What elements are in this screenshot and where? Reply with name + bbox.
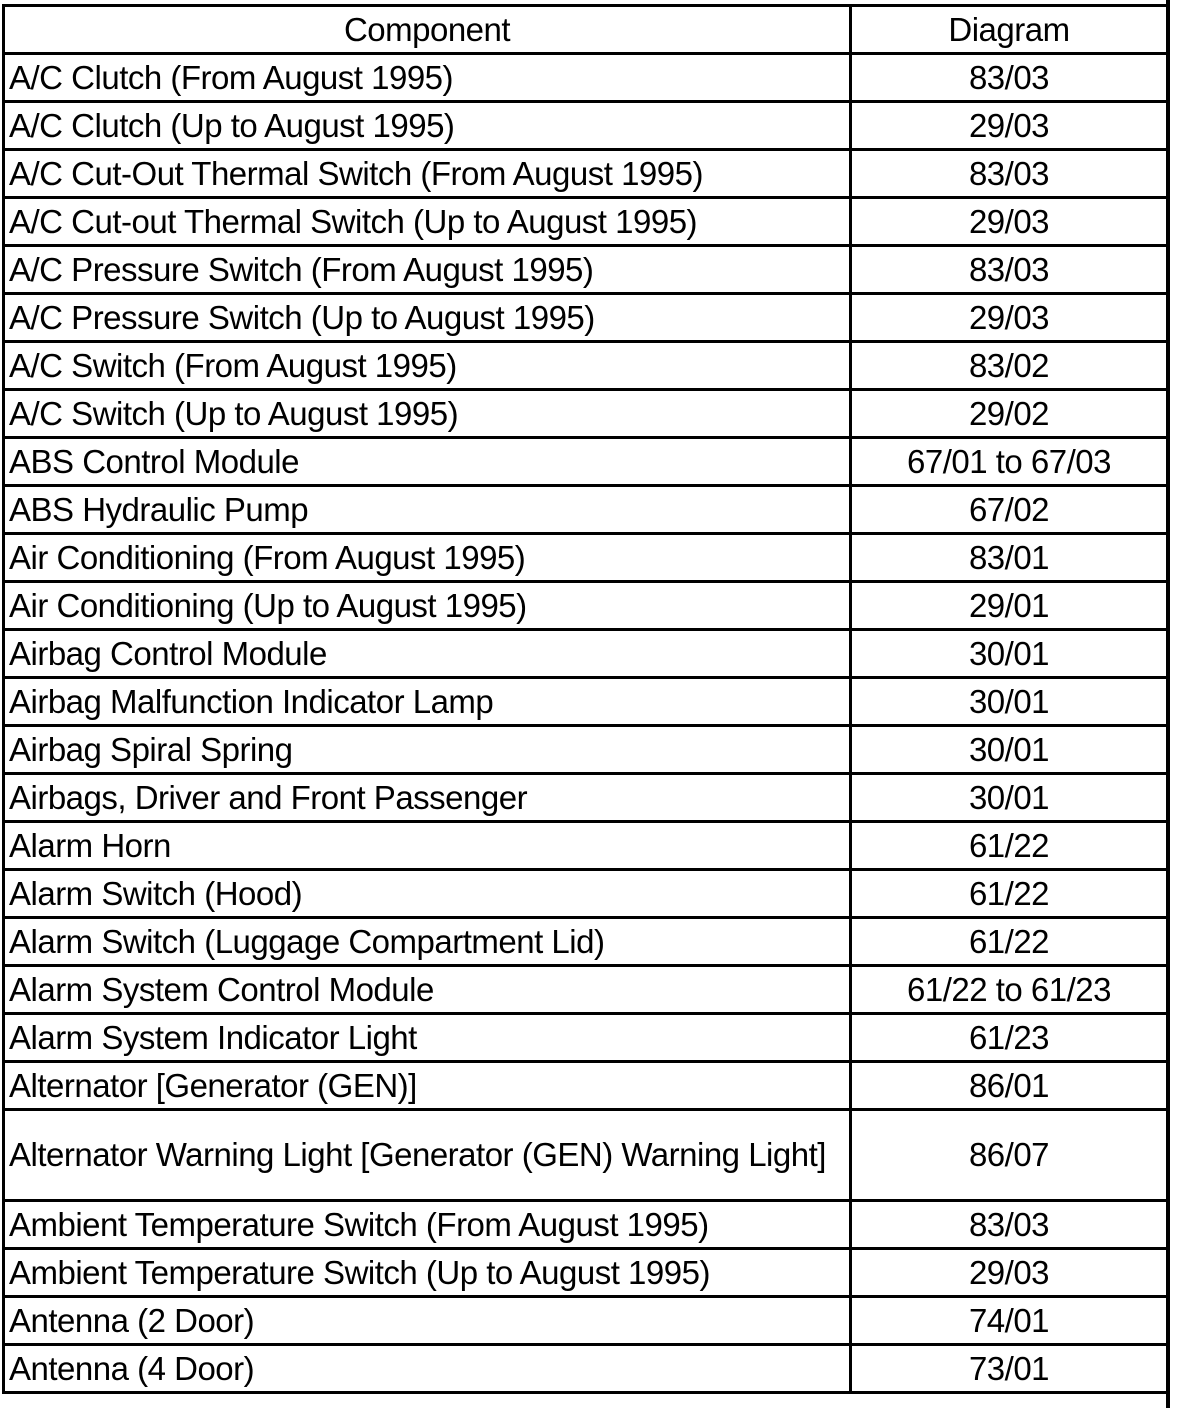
component-cell: A/C Clutch (From August 1995) [4,54,851,102]
table-row [4,390,1168,438]
table-row [4,582,1168,630]
table-row [4,246,1168,294]
component-cell: A/C Switch (Up to August 1995) [4,390,851,438]
table-header-row [4,6,1168,54]
component-cell: Alarm Switch (Hood) [4,870,851,918]
table-row [4,774,1168,822]
table-row [4,1297,1168,1345]
diagram-cell: 74/01 [851,1297,1168,1345]
diagram-cell: 67/01 to 67/03 [851,438,1168,486]
table-row [4,342,1168,390]
diagram-cell: 29/02 [851,390,1168,438]
diagram-cell: 86/01 [851,1062,1168,1110]
component-diagram-table [2,4,1169,1394]
diagram-cell: 83/02 [851,342,1168,390]
component-cell: Air Conditioning (Up to August 1995) [4,582,851,630]
component-cell: Ambient Temperature Switch (Up to August 1995) [4,1249,851,1297]
component-cell: A/C Cut-out Thermal Switch (Up to August 1995) [4,198,851,246]
diagram-column-header: Diagram [851,6,1168,54]
diagram-cell: 29/03 [851,1249,1168,1297]
component-cell: Alarm System Control Module [4,966,851,1014]
diagram-cell: 30/01 [851,774,1168,822]
table-row [4,1014,1168,1062]
table-body [4,54,1168,1393]
table-row [4,198,1168,246]
table-row [4,1110,1168,1201]
diagram-cell: 29/03 [851,294,1168,342]
table-row [4,726,1168,774]
diagram-cell: 73/01 [851,1345,1168,1393]
diagram-cell: 29/01 [851,582,1168,630]
table-row [4,438,1168,486]
diagram-cell: 83/03 [851,246,1168,294]
component-cell: Airbag Malfunction Indicator Lamp [4,678,851,726]
table-row [4,102,1168,150]
diagram-cell: 86/07 [851,1110,1168,1201]
diagram-cell: 61/22 to 61/23 [851,966,1168,1014]
diagram-cell: 29/03 [851,198,1168,246]
diagram-cell: 67/02 [851,486,1168,534]
table-row [4,486,1168,534]
table-row [4,54,1168,102]
component-cell: ABS Hydraulic Pump [4,486,851,534]
component-cell: Antenna (2 Door) [4,1297,851,1345]
component-cell: Antenna (4 Door) [4,1345,851,1393]
diagram-cell: 83/03 [851,54,1168,102]
table-row [4,966,1168,1014]
component-cell: ABS Control Module [4,438,851,486]
component-cell: Alarm System Indicator Light [4,1014,851,1062]
table-row [4,1345,1168,1393]
component-cell: A/C Pressure Switch (Up to August 1995) [4,294,851,342]
diagram-cell: 61/22 [851,822,1168,870]
table-row [4,630,1168,678]
component-cell: Air Conditioning (From August 1995) [4,534,851,582]
diagram-cell: 30/01 [851,678,1168,726]
table-row [4,150,1168,198]
page-edge-rule [1166,0,1170,1408]
table-row [4,822,1168,870]
table-row [4,1062,1168,1110]
table-row [4,678,1168,726]
component-cell: Airbags, Driver and Front Passenger [4,774,851,822]
component-cell: A/C Clutch (Up to August 1995) [4,102,851,150]
table-row [4,1249,1168,1297]
component-cell: A/C Pressure Switch (From August 1995) [4,246,851,294]
diagram-cell: 30/01 [851,726,1168,774]
diagram-cell: 61/23 [851,1014,1168,1062]
table-row [4,918,1168,966]
component-cell: Airbag Spiral Spring [4,726,851,774]
diagram-cell: 29/03 [851,102,1168,150]
diagram-cell: 83/03 [851,150,1168,198]
diagram-cell: 83/01 [851,534,1168,582]
diagram-cell: 30/01 [851,630,1168,678]
table-row [4,294,1168,342]
component-cell: Ambient Temperature Switch (From August 1995) [4,1201,851,1249]
table-row [4,870,1168,918]
table-row [4,534,1168,582]
component-column-header: Component [4,6,851,54]
table-row [4,1201,1168,1249]
component-cell: Alternator Warning Light [Generator (GEN) Warning Light] [4,1110,851,1201]
component-cell: A/C Switch (From August 1995) [4,342,851,390]
component-cell: Alarm Switch (Luggage Compartment Lid) [4,918,851,966]
diagram-cell: 61/22 [851,918,1168,966]
component-cell: Alternator [Generator (GEN)] [4,1062,851,1110]
component-cell: Alarm Horn [4,822,851,870]
component-diagram-table-wrapper [2,4,1166,1394]
component-cell: Airbag Control Module [4,630,851,678]
diagram-cell: 61/22 [851,870,1168,918]
diagram-cell: 83/03 [851,1201,1168,1249]
component-cell: A/C Cut-Out Thermal Switch (From August 1995) [4,150,851,198]
